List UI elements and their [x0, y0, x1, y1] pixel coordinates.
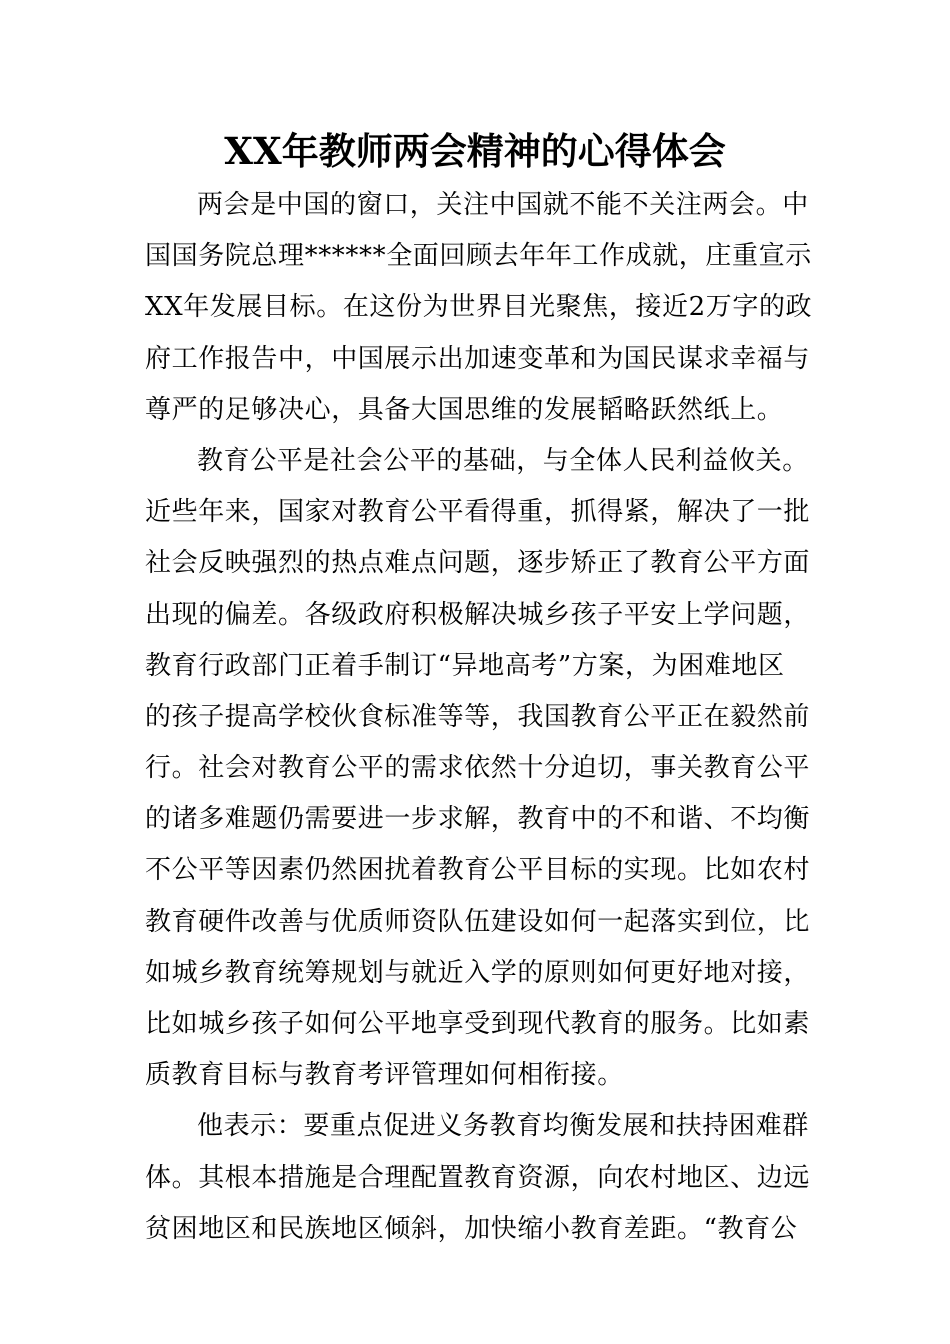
text-line: 行。社会对教育公平的需求依然十分迫切，事关教育公平	[145, 753, 811, 784]
text-line: 的诸多难题仍需要进一步求解，教育中的不和谐、不均衡	[145, 804, 811, 835]
text-line: 质教育目标与教育考评管理如何相衔接。	[145, 1060, 624, 1091]
text-line: 近些年来，国家对教育公平看得重，抓得紧，解决了一批	[145, 497, 811, 528]
text-line: 出现的偏差。各级政府积极解决城乡孩子平安上学问题，	[145, 599, 811, 630]
document-body	[145, 180, 815, 1255]
paragraph-1	[145, 180, 815, 436]
text-line: 贫困地区和民族地区倾斜，加快缩小教育差距。“教育公	[145, 1213, 798, 1244]
text-line: 比如城乡孩子如何公平地享受到现代教育的服务。比如素	[145, 1009, 811, 1039]
paragraph-2	[145, 436, 815, 1101]
text-line: 尊严的足够决心，具备大国思维的发展韬略跃然纸上。	[145, 394, 784, 425]
text-line: 体。其根本措施是合理配置教育资源，向农村地区、边远	[145, 1162, 811, 1193]
text-line: XX年发展目标。在这份为世界目光聚焦，接近2万字的政	[145, 292, 813, 323]
text-line: 社会反映强烈的热点难点问题，逐步矫正了教育公平方面	[145, 548, 811, 579]
text-line: 教育硬件改善与优质师资队伍建设如何一起落实到位，比	[145, 906, 811, 937]
text-line: 如城乡教育统筹规划与就近入学的原则如何更好地对接，	[145, 957, 811, 988]
paragraph-3	[145, 1101, 815, 1255]
text-line: 的孩子提高学校伙食标准等等，我国教育公平正在毅然前	[145, 701, 811, 732]
text-line: 府工作报告中，中国展示出加速变革和为国民谋求幸福与	[145, 343, 811, 374]
text-line: 教育行政部门正着手制订“异地高考”方案，为困难地区	[145, 650, 785, 681]
text-line: 两会是中国的窗口，关注中国就不能不关注两会。中	[197, 190, 809, 220]
text-line: 不公平等因素仍然困扰着教育公平目标的实现。比如农村	[145, 855, 811, 886]
text-line: 他表示：要重点促进义务教育均衡发展和扶持困难群	[197, 1111, 809, 1142]
text-line: 教育公平是社会公平的基础，与全体人民利益攸关。	[197, 445, 809, 476]
text-line: 国国务院总理******全面回顾去年年工作成就，庄重宣示	[145, 241, 812, 272]
document-title: XX年教师两会精神的心得体会	[224, 129, 726, 173]
